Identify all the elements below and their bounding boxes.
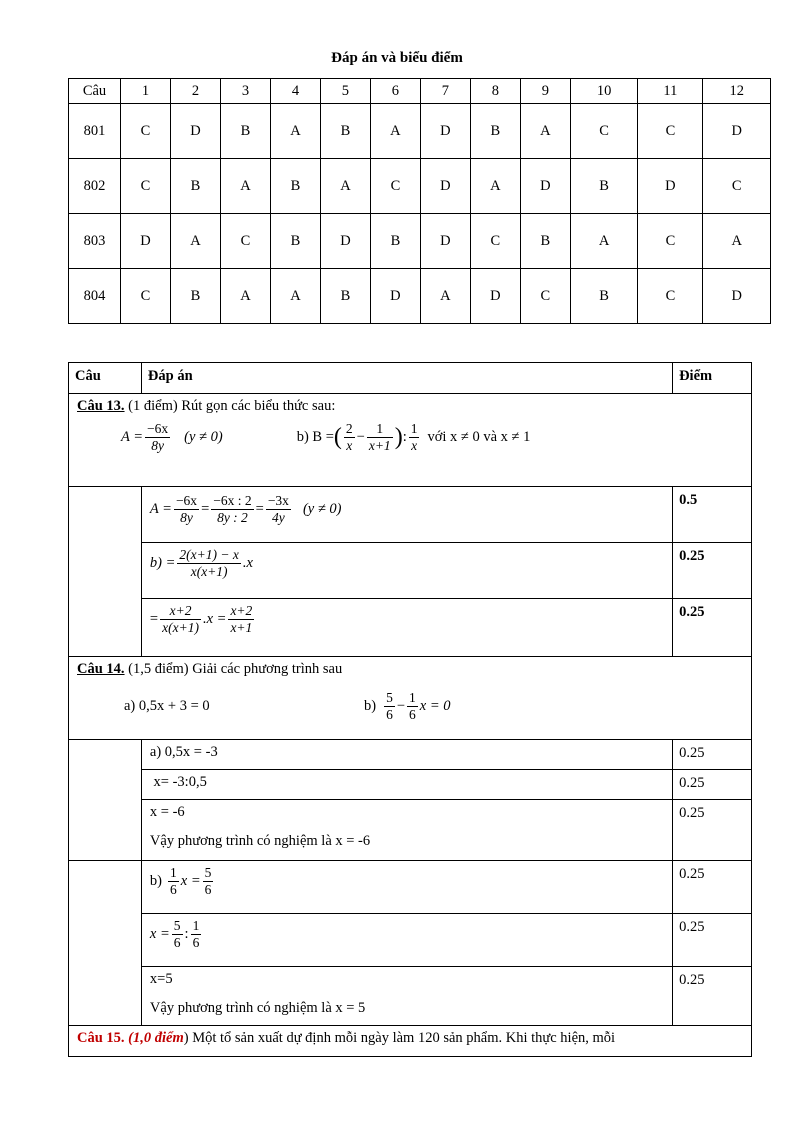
- answer-row-label: 804: [69, 269, 121, 324]
- q14a-step-3: [69, 800, 752, 861]
- answer-cell: C: [570, 104, 637, 159]
- answer-cell: A: [220, 269, 270, 324]
- q14b-s2-f2d: 6: [192, 935, 200, 950]
- answer-cell: A: [270, 269, 320, 324]
- q13-b-f1-den: x: [346, 438, 353, 453]
- answer-cell: D: [638, 159, 703, 214]
- answer-cell: 5: [320, 79, 370, 104]
- answer-row: [69, 104, 771, 159]
- answer-cell: C: [470, 214, 520, 269]
- answer-cell: 11: [638, 79, 703, 104]
- q14-intro: (1,5 điểm) Giải các phương trình sau: [128, 661, 343, 677]
- q14a-step-2-text: x= -3:0,5: [149, 774, 207, 790]
- header-diem: Điểm: [679, 368, 713, 384]
- q14-a-eq: a) 0,5x + 3 = 0: [124, 698, 210, 714]
- answer-cell: 4: [270, 79, 320, 104]
- answer-row: [69, 214, 771, 269]
- answer-cell: A: [570, 214, 637, 269]
- answer-cell: D: [703, 104, 771, 159]
- answer-cell: B: [270, 159, 320, 214]
- q13-s1-f2d: 8y : 2: [217, 510, 248, 525]
- answer-cell: C: [638, 104, 703, 159]
- q14a-step-1-points: 0.25: [679, 745, 705, 761]
- q13-a-den: 8y: [151, 438, 164, 453]
- q15-prompt-row: [69, 1026, 752, 1057]
- answer-cell: A: [270, 104, 320, 159]
- answer-cell: D: [420, 214, 470, 269]
- answer-cell: C: [121, 159, 171, 214]
- q13-b-cond: với x ≠ 0 và x ≠ 1: [427, 429, 531, 445]
- q14-b-f1d: 6: [386, 707, 393, 722]
- answer-cell: C: [121, 269, 171, 324]
- q13-intro: (1 điểm) Rút gọn các biểu thức sau:: [128, 398, 336, 414]
- q13-s3-f2n: x+2: [230, 603, 253, 618]
- q13-step-1: A = $\frac{-6x}{8y}$ = $\frac{-6x : 2}{8y : 2}$ = $\frac{-3x}{4y}$ (y ≠ 0) 0.5: [69, 487, 752, 543]
- answer-cell: C: [370, 159, 420, 214]
- q14b-s2-f1n: 5: [173, 918, 181, 933]
- q14b-step-3: [69, 967, 752, 1026]
- answer-cell: B: [570, 269, 637, 324]
- q14b-s1-fn: 1: [170, 865, 177, 880]
- answer-cell: A: [520, 104, 570, 159]
- header-cau: Câu: [75, 368, 101, 384]
- answer-cell: 6: [370, 79, 420, 104]
- q14b-s1-f2d: 6: [204, 882, 212, 897]
- answer-cell: B: [370, 214, 420, 269]
- answer-cell: 3: [220, 79, 270, 104]
- q14-prompt-row: [69, 657, 752, 740]
- answer-cell: B: [170, 159, 220, 214]
- answer-cell: C: [121, 104, 171, 159]
- answer-cell: 12: [703, 79, 771, 104]
- answer-row-label: Câu: [69, 79, 121, 104]
- answer-cell: D: [703, 269, 771, 324]
- q13-a-cond: (y ≠ 0): [184, 429, 223, 445]
- q13-step-3-points: 0.25: [679, 604, 705, 620]
- q14b-step-3-points: 0.25: [679, 972, 705, 988]
- answer-cell: 7: [420, 79, 470, 104]
- answer-cell: B: [520, 214, 570, 269]
- answer-cell: B: [470, 104, 520, 159]
- q14a-step-2: [69, 770, 752, 800]
- answer-cell: C: [703, 159, 771, 214]
- q14b-s1-f2n: 5: [204, 865, 212, 880]
- q13-s3-mid: .x =: [202, 611, 227, 627]
- answer-cell: D: [320, 214, 370, 269]
- q13-s3-f1d: x(x+1): [162, 620, 199, 635]
- q14b-s1-pre: b): [149, 873, 163, 889]
- q14b-s2-pre: x =: [149, 926, 170, 942]
- q13-s2-fn: 2(x+1) − x: [179, 547, 239, 562]
- q13-a-lhs: A =: [121, 429, 144, 445]
- answer-cell: D: [170, 104, 220, 159]
- q13-s1-f3d: 4y: [272, 510, 285, 525]
- answer-cell: D: [370, 269, 420, 324]
- q14a-step-1: [69, 740, 752, 770]
- q13-step-1-points: 0.5: [679, 492, 698, 508]
- q13-s1-f2n: −6x : 2: [213, 493, 252, 508]
- answer-cell: A: [170, 214, 220, 269]
- answer-header-row: [69, 79, 771, 104]
- answer-cell: A: [370, 104, 420, 159]
- answer-cell: 2: [170, 79, 220, 104]
- answer-cell: A: [470, 159, 520, 214]
- answer-cell: D: [121, 214, 171, 269]
- q13-s1-cond: (y ≠ 0): [302, 501, 342, 517]
- answer-cell: 8: [470, 79, 520, 104]
- q13-b-minus: −: [356, 429, 365, 445]
- q13-s1-lhs: A =: [149, 501, 172, 517]
- q13-step-2-points: 0.25: [679, 548, 705, 564]
- answer-cell: A: [420, 269, 470, 324]
- answer-cell: A: [703, 214, 771, 269]
- q13-s1-f1d: 8y: [180, 510, 193, 525]
- solution-table: [68, 362, 752, 1057]
- q14b-step-2: [69, 914, 752, 967]
- q13-step-2: [69, 543, 752, 599]
- answer-cell: B: [170, 269, 220, 324]
- q13-b-f3-num: 1: [410, 421, 418, 436]
- answer-cell: D: [420, 104, 470, 159]
- answer-cell: 10: [570, 79, 637, 104]
- q14b-step-2-points: 0.25: [679, 919, 705, 935]
- q14a-step-2-points: 0.25: [679, 775, 705, 791]
- answer-cell: C: [638, 269, 703, 324]
- q14b-step-3-text: x=5: [149, 971, 173, 987]
- q15-label: Câu 15.: [77, 1030, 125, 1046]
- q14-b-f1n: 5: [386, 690, 393, 705]
- answer-cell: B: [570, 159, 637, 214]
- q13-s1-f3n: −3x: [267, 493, 289, 508]
- answer-cell: B: [270, 214, 320, 269]
- q13-s2-tail: .x: [242, 555, 253, 571]
- q13-a-num: −6x: [147, 421, 169, 436]
- answer-cell: C: [638, 214, 703, 269]
- answer-cell: B: [220, 104, 270, 159]
- q14-b-pre: b): [364, 698, 377, 714]
- answer-cell: D: [470, 269, 520, 324]
- answer-row-label: 803: [69, 214, 121, 269]
- answer-row-label: 801: [69, 104, 121, 159]
- q13-s2-lhs: b) =: [149, 555, 176, 571]
- answer-cell: 1: [121, 79, 171, 104]
- q13-s3-f2d: x+1: [230, 620, 253, 635]
- q14a-conclusion: Vậy phương trình có nghiệm là x = -6: [149, 833, 371, 849]
- answer-cell: 9: [520, 79, 570, 104]
- q14-label: Câu 14.: [77, 661, 125, 677]
- q13-s3-eq: =: [149, 611, 159, 627]
- q13-s2-fd: x(x+1): [190, 564, 228, 579]
- answer-cell: C: [220, 214, 270, 269]
- q13-b-f2-num: 1: [367, 421, 393, 438]
- solution-header-row: [69, 363, 752, 394]
- q14b-s2-mid: :: [184, 926, 189, 942]
- answer-cell: A: [320, 159, 370, 214]
- q14-b-f2n: 1: [409, 690, 416, 705]
- q15-text: ) Một tổ sản xuất dự định mỗi ngày làm 120 sản phẩm. Khi thực hiện, mỗi: [183, 1030, 616, 1046]
- answer-key-table: [68, 78, 771, 324]
- q14-b-minus: −: [396, 698, 406, 714]
- answer-cell: D: [420, 159, 470, 214]
- q13-step-3: [69, 599, 752, 657]
- answer-row: [69, 269, 771, 324]
- answer-cell: B: [320, 104, 370, 159]
- answer-cell: A: [220, 159, 270, 214]
- q13-s1-f1n: −6x: [175, 493, 198, 508]
- q13-b-div: :: [402, 429, 407, 445]
- page-title: Đáp án và biểu điểm: [331, 50, 463, 66]
- q13-b-f3-den: x: [411, 438, 418, 453]
- q14a-step-3-points: 0.25: [679, 805, 705, 821]
- q13-label: Câu 13.: [77, 398, 125, 414]
- q13-prompt-row: Câu 13. (1 điểm) Rút gọn các biểu thức sau: A = $\frac{-6x}{8y}$ (y ≠ 0) b) B = ( $\frac{2}{x}$ − $\frac{1}{x+1}$ ) : $\frac{1}{x}$ với x ≠ 0 và x ≠ 1: [69, 394, 752, 487]
- q14-b-tail: x = 0: [419, 698, 451, 714]
- q13-b-f1-num: 2: [345, 421, 353, 436]
- q14b-s1-fd: 6: [170, 882, 177, 897]
- header-dap-an: Đáp án: [147, 368, 193, 384]
- answer-cell: B: [320, 269, 370, 324]
- answer-cell: D: [520, 159, 570, 214]
- q14b-conclusion: Vậy phương trình có nghiệm là x = 5: [149, 1000, 366, 1016]
- q14b-s2-f2n: 1: [192, 918, 200, 933]
- q15-points: (1,0 điểm: [128, 1030, 184, 1046]
- q13-b-f2-den: x+1: [368, 438, 391, 453]
- q14-b-f2d: 6: [409, 707, 416, 722]
- answer-cell: C: [520, 269, 570, 324]
- answer-row-label: 802: [69, 159, 121, 214]
- q13-b-lhs: b) B =: [296, 429, 334, 445]
- answer-row: [69, 159, 771, 214]
- q14b-s1-mid: x =: [180, 873, 201, 889]
- q14b-s2-f1d: 6: [173, 935, 181, 950]
- q13-s3-f1n: x+2: [160, 603, 201, 620]
- q14a-step-3-text: x = -6: [149, 804, 185, 820]
- q14b-step-1-points: 0.25: [679, 866, 705, 882]
- q14a-step-1-text: a) 0,5x = -3: [149, 744, 218, 760]
- q14b-step-1: [69, 861, 752, 914]
